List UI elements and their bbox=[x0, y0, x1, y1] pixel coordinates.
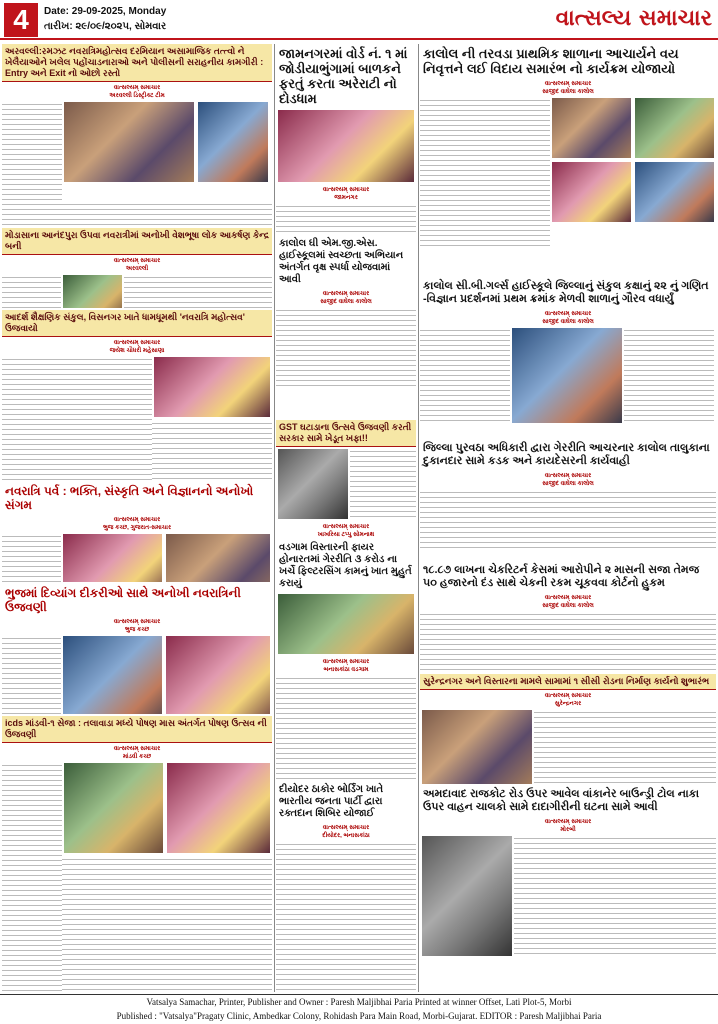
article-body-text bbox=[2, 355, 77, 480]
article-cheque-return bbox=[420, 562, 716, 672]
article-body-text bbox=[534, 708, 716, 783]
page-header bbox=[0, 0, 718, 40]
footer-printer-line: Vatsalya Samachar, Printer, Publisher and Owner : Paresh Maljibhai Paria Printed at winner Offset, Lati Plot-5, Morbi bbox=[146, 997, 572, 1007]
article-byline: વાત્સલ્યમ્ સમાચાર ભુજ કચ્છ bbox=[113, 619, 161, 633]
article-headline: કાલોલ સી.બી.ગર્લ્સ હાઈસ્કૂલે જિલ્લાનું સંકુલ કક્ષાનું ૨૨ નું ગણિત -વિજ્ઞાન પ્રદર્શનમાં પ્રથમ ક્રમાંક મેળવી શાળાનું ગૌરવ વધાર્યું bbox=[420, 278, 716, 308]
article-photo bbox=[552, 98, 631, 158]
article-photo bbox=[512, 328, 622, 423]
article-body-text bbox=[514, 834, 716, 954]
article-byline: વાત્સલ્યમ્ સમાચાર દીયોદર, બનાસકાંઠા bbox=[322, 825, 370, 839]
article-photo bbox=[166, 636, 270, 714]
article-byline: વાત્સલ્યમ્ સમાચાર સુરેન્દ્રનગર bbox=[544, 693, 592, 707]
article-headline: GST ઘટાડાના ઉત્સવે ઉજવણી કરતી સરકાર સામે ખેડૂત ખફા!! bbox=[276, 420, 416, 447]
article-body-text bbox=[276, 674, 416, 780]
article-headline: આદર્શ શૈક્ષણિક સંકુલ, વિસનગર ખાતે ધામધૂમથી 'નવરાત્રિ મહોત્સવ' ઉજવાયો bbox=[2, 310, 272, 337]
article-photo bbox=[64, 102, 194, 182]
article-byline: વાત્સલ્યમ્ સમાચાર સાજીદ વાઘેલા કાલોલ bbox=[542, 595, 594, 609]
article-photo bbox=[635, 98, 714, 158]
article-supply-officer bbox=[420, 440, 716, 560]
article-photo bbox=[278, 594, 414, 654]
article-body-text bbox=[2, 100, 62, 200]
article-body-text bbox=[2, 200, 272, 226]
article-byline: વાત્સલ્યમ્ સમાચાર ખાખરિયા ટપ્પુ સોમનાથ bbox=[317, 524, 375, 538]
article-photo bbox=[198, 102, 268, 182]
article-diyodar bbox=[276, 782, 416, 992]
article-byline: વાત્સલ્યમ્ સમાચાર સાજીદ વાઘેલા કાલોલ bbox=[542, 311, 594, 325]
article-vadgam bbox=[276, 540, 416, 780]
article-byline: વાત્સલ્યમ્ સમાચાર ભુજ કચ્છ, ગુજરાત-સમાચાર bbox=[102, 517, 172, 531]
date-gujarati: તારીખ: ૨૯/૦૯/૨૦૨૫, સોમવાર bbox=[44, 21, 167, 32]
article-icds-mandvi bbox=[2, 716, 272, 992]
article-byline: વાત્સલ્યમ્ સમાચાર મોરબી bbox=[544, 819, 592, 833]
article-kalol-mgs bbox=[276, 236, 416, 416]
article-headline: ભુજમાં દિવ્યાંગ દીકરીઓ સાથે અનોખી નવરાત્રિની ઉજવણી bbox=[2, 584, 272, 616]
article-gst-farmers bbox=[276, 420, 416, 560]
article-body-text bbox=[77, 355, 152, 480]
article-headline: નવરાત્રિ પર્વ : ભક્તિ, સંસ્કૃતિ અને વિજ્ઞાનનો અનોખો સંગમ bbox=[2, 482, 272, 514]
article-photo bbox=[166, 534, 270, 582]
article-bhuj-divyang bbox=[2, 584, 272, 714]
dateline bbox=[44, 4, 166, 34]
article-headline: icds માંડવી-૧ સેજા : તલાવાડા મધ્યે પોષણ માસ અંતર્ગત પોષણ ઉત્સવ ની ઉજવણી bbox=[2, 716, 272, 743]
article-byline: વાત્સલ્યમ્ સમાચાર સાજીદ વાઘેલા કાલોલ bbox=[542, 81, 594, 95]
article-photo bbox=[278, 110, 414, 182]
article-headline: ૧૮.૮૭ લાખના ચેકરિટર્ન કેસમાં આરોપીને ૨ માસની સજા તેમજ ૫૦ હજારનો દંડ સાથે ચેકની રકમ ચૂકવવા કોર્ટનો હુકમ bbox=[420, 562, 716, 592]
article-byline: વાત્સલ્યમ્ સમાચાર જયેશ ચૌધરી મહેસાણા bbox=[109, 340, 165, 354]
article-photo bbox=[552, 162, 631, 222]
article-body-text bbox=[420, 488, 716, 548]
footer-publisher-line: Published : "Vatsalya"Pragaty Clinic, Ambedkar Colony, Rohidash Para Main Road, Morbi-Gujarat. EDITOR : Paresh Maljibhai Paria bbox=[116, 1011, 602, 1021]
masthead-logo: વાત્સલ્ય સમાચાર bbox=[555, 6, 712, 31]
column-divider bbox=[274, 44, 275, 992]
article-byline: વાત્સલ્યમ્ સમાચાર સાજીદ વાઘેલા કાલોલ bbox=[320, 291, 372, 305]
article-photo bbox=[63, 534, 162, 582]
article-headline: અમદાવાદ રાજકોટ રોડ ઉપર આવેલ વાંકાનેર બાઉન્ડ્રી ટોલ નાકા ઉપર વાહન ચાલકો સામે દાદાગીરીની ઘટના સામે આવી bbox=[420, 786, 716, 816]
article-body-text bbox=[2, 273, 61, 308]
article-body-text bbox=[2, 634, 61, 714]
article-surendranagar bbox=[420, 674, 716, 784]
article-headline: અરવલ્લી:રમઝટ નવરાત્રિમહોત્સવ દરમિયાન અસામાજિક તત્ત્વો ને ખેલૈયાઓને ખલેલ પહોંચાડનારાઓ અને પોલીસની સરાહનીય કામગીરી : Entry અને Exit નો ઓછો રસ્તો bbox=[2, 44, 272, 82]
article-body-text bbox=[350, 447, 416, 517]
article-photo bbox=[154, 357, 270, 417]
article-byline: વાત્સલ્યમ્ સમાચાર જામનગર bbox=[322, 187, 370, 201]
article-photo bbox=[635, 162, 714, 222]
article-headline: કાલોલ ની તરવડા પ્રાથમિક શાળાના આચાર્યને વય નિવૃત્તને લઈ વિદાય સમારંભ નો કાર્યક્રમ યોજાયો bbox=[420, 44, 716, 78]
article-body-text bbox=[62, 855, 272, 992]
article-byline: વાત્સલ્યમ્ સમાચાર માંડવી કચ્છ bbox=[113, 746, 161, 760]
article-body-text bbox=[2, 761, 62, 992]
article-headline: જિલ્લા પુરવઠા અધિકારી દ્વારા ગેરરીતિ આચરનાર કાલોલ તાલુકાના દુકાનદાર સામે કડક અને કાયદેસરની કાર્યવાહી bbox=[420, 440, 716, 470]
article-body-text bbox=[624, 326, 714, 421]
article-headline: કાલોલ ઘી એમ.જી.એસ. હાઈસ્કૂલમાં સ્વચ્છતા અભિયાન અંતર્ગત વૃક્ષ સ્પર્ધા યોજવામાં આવી bbox=[276, 236, 416, 288]
article-photo bbox=[63, 275, 122, 308]
article-body-text bbox=[276, 306, 416, 386]
article-headline: વડગામ વિસ્તારની ફાયર હોનારતમાં ગેરરીતિ ૩ કરોડ ના ખર્ચે ફિલ્ટરસિંગ કામનું ખાત મુહુર્ત કરાયું bbox=[276, 540, 416, 592]
article-photo bbox=[167, 763, 270, 853]
article-byline: વાત્સલ્યમ્ સમાચાર અરવલ્લી bbox=[113, 258, 161, 272]
date-english: Date: 29-09-2025, Monday bbox=[44, 6, 167, 17]
article-headline: જામનગરમાં વોર્ડ નં. ૧ માં જોડીયાભુંગામાં બાળકને ફરતું કરતા અરેરાટી નો દોડધામ bbox=[276, 44, 416, 108]
article-body-text bbox=[124, 273, 272, 308]
article-byline: વાત્સલ્યમ્ સમાચાર અરવલ્લી ડિસ્ટ્રીક્ટ ટીમ bbox=[109, 85, 165, 99]
article-photo bbox=[422, 710, 532, 784]
article-wankaner-toll bbox=[420, 786, 716, 992]
article-photo bbox=[422, 836, 512, 956]
article-body-text bbox=[420, 96, 550, 246]
article-modasa bbox=[2, 228, 272, 308]
article-kalol-retirement bbox=[420, 44, 716, 274]
article-navratri-festival bbox=[2, 482, 272, 582]
article-body-text bbox=[420, 326, 510, 421]
page-footer bbox=[0, 994, 718, 1024]
column-divider bbox=[418, 44, 419, 992]
article-photo bbox=[64, 763, 163, 853]
article-headline: મોડાસાના આનંદપુરા ઉપવા નવરાત્રીમાં અનોખી વેશભૂષા લોક આકર્ષણ કેન્દ્ર બની bbox=[2, 228, 272, 255]
article-arvalli bbox=[2, 44, 272, 226]
article-body-text bbox=[152, 419, 272, 479]
article-body-text bbox=[2, 532, 61, 582]
article-photo bbox=[63, 636, 162, 714]
article-headline: સુરેન્દ્રનગર અને વિસ્તારના મામલે સામામાં ૧ સીસી રોડના નિર્માણ કાર્યનો શુભારંભ bbox=[420, 674, 716, 690]
article-body-text bbox=[420, 610, 716, 670]
article-headline: દીયોદર ઠાકોર બોર્ડિંગ ખાતે ભારતીય જનતા પાર્ટી દ્વારા રક્તદાન શિબિર યોજાઈ bbox=[276, 782, 416, 822]
article-visnagar bbox=[2, 310, 272, 480]
page-number: 4 bbox=[4, 3, 38, 37]
article-byline: વાત્સલ્યમ્ સમાચાર સાજીદ વાઘેલા કાલોલ bbox=[542, 473, 594, 487]
article-kalol-cb-girls bbox=[420, 278, 716, 438]
article-body-text bbox=[276, 840, 416, 990]
article-byline: વાત્સલ્યમ્ સમાચાર બનાસકાંઠા વડગામ bbox=[322, 659, 370, 673]
article-photo bbox=[278, 449, 348, 519]
